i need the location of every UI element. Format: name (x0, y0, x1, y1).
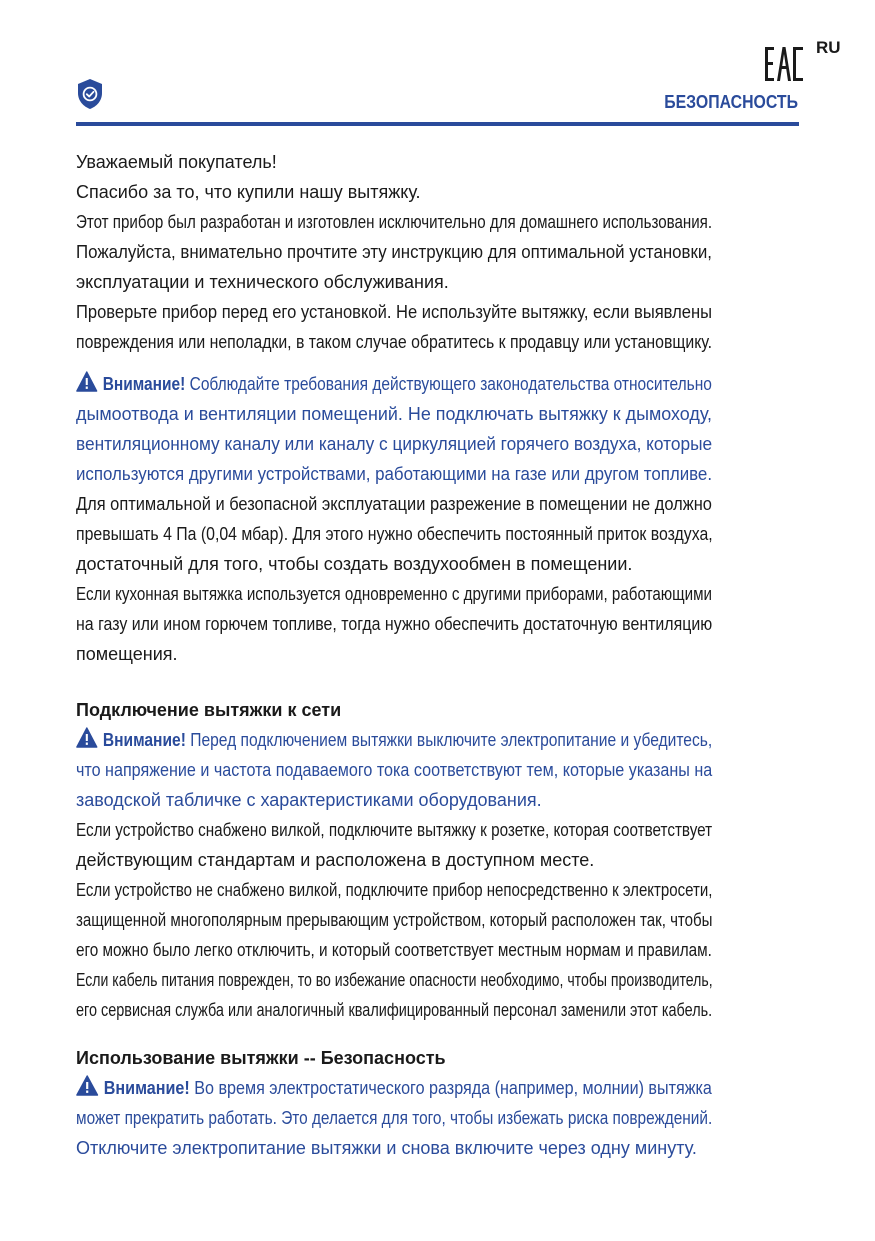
warning-line: Внимание! Соблюдайте требования действующего законодательства относительно (76, 369, 712, 399)
warning-icon (76, 727, 98, 748)
body-line: Если кухонная вытяжка используется одновременно с другими приборами, работающими (76, 584, 713, 604)
warning-line: используются другими устройствами, работающими на газе или другом топливе. (76, 464, 713, 484)
page-content (76, 147, 799, 1163)
language-code: RU (816, 38, 841, 57)
warning-label: Внимание! (102, 374, 186, 394)
section-heading-connection: Подключение вытяжки к сети (76, 700, 342, 720)
body-line: Если устройство не снабжено вилкой, подключите прибор непосредственно к электросети, (76, 880, 713, 900)
body-line: Если кабель питания поврежден, то во избежание опасности необходимо, чтобы производитель, (76, 970, 713, 990)
warning-icon (76, 1075, 98, 1096)
warning-line: Внимание! Во время электростатического разряда (например, молнии) вытяжка (76, 1073, 712, 1103)
body-line: его можно было легко отключить, и который соответствует местным нормам и правилам. (76, 940, 712, 960)
body-line: превышать 4 Па (0,04 мбар). Для этого нужно обеспечить постоянный приток воздуха, (76, 524, 713, 544)
intro-line: Спасибо за то, что купили нашу вытяжку. (76, 182, 421, 202)
body-line: Для оптимальной и безопасной эксплуатации разрежение в помещении не должно (76, 494, 712, 514)
warning-label: Внимание! (103, 1078, 190, 1098)
body-line: действующим стандартам и расположена в доступном месте. (76, 850, 595, 870)
warning-line: заводской табличке с характеристиками оборудования. (76, 790, 542, 810)
intro-line: эксплуатации и технического обслуживания. (76, 272, 449, 292)
intro-line: Пожалуйста, внимательно прочтите эту инструкцию для оптимальной установки, (76, 242, 713, 262)
intro-line: Проверьте прибор перед его установкой. Не используйте вытяжку, если выявлены (76, 302, 712, 322)
warning-line: может прекратить работать. Это делается для того, чтобы избежать риска повреждений. (76, 1108, 713, 1128)
body-line: достаточный для того, чтобы создать воздухообмен в помещении. (76, 554, 633, 574)
warning-block-1 (76, 369, 799, 399)
warning-label: Внимание! (102, 730, 186, 750)
body-line: защищенной многополярным прерывающим устройством, который расположен так, чтобы (76, 910, 713, 930)
shield-check-icon (76, 78, 104, 110)
intro-line: Этот прибор был разработан и изготовлен исключительно для домашнего использования. (76, 212, 713, 232)
intro-line: повреждения или неполадки, в таком случае обратитесь к продавцу или установщику. (76, 332, 713, 352)
warning-block-3 (76, 1073, 799, 1103)
intro-line: Уважаемый покупатель! (76, 152, 277, 172)
warning-line: Отключите электропитание вытяжки и снова включите через одну минуту. (76, 1138, 697, 1158)
section-heading-safety: Использование вытяжки -- Безопасность (76, 1048, 446, 1068)
body-line: его сервисная служба или аналогичный квалифицированный персонал заменили этот кабель. (76, 1000, 713, 1020)
body-line: на газу или ином горючем топливе, тогда нужно обеспечить достаточную вентиляцию (76, 614, 713, 634)
warning-line: вентиляционному каналу или каналу с циркуляцией горячего воздуха, которые (76, 434, 713, 454)
warning-icon (76, 371, 98, 392)
body-line: Если устройство снабжено вилкой, подключите вытяжку к розетке, которая соответствует (76, 820, 713, 840)
header-divider (76, 122, 799, 126)
warning-line: дымоотвода и вентиляции помещений. Не подключать вытяжку к дымоходу, (76, 404, 712, 424)
section-title: БЕЗОПАСНОСТЬ (664, 92, 798, 112)
eac-mark-icon (764, 46, 804, 82)
warning-block-2 (76, 725, 799, 755)
warning-line: что напряжение и частота подаваемого тока соответствуют тем, которые указаны на (76, 760, 713, 780)
warning-line: Внимание! Перед подключением вытяжки выключите электропитание и убедитесь, (76, 725, 712, 755)
body-line: помещения. (76, 644, 178, 664)
